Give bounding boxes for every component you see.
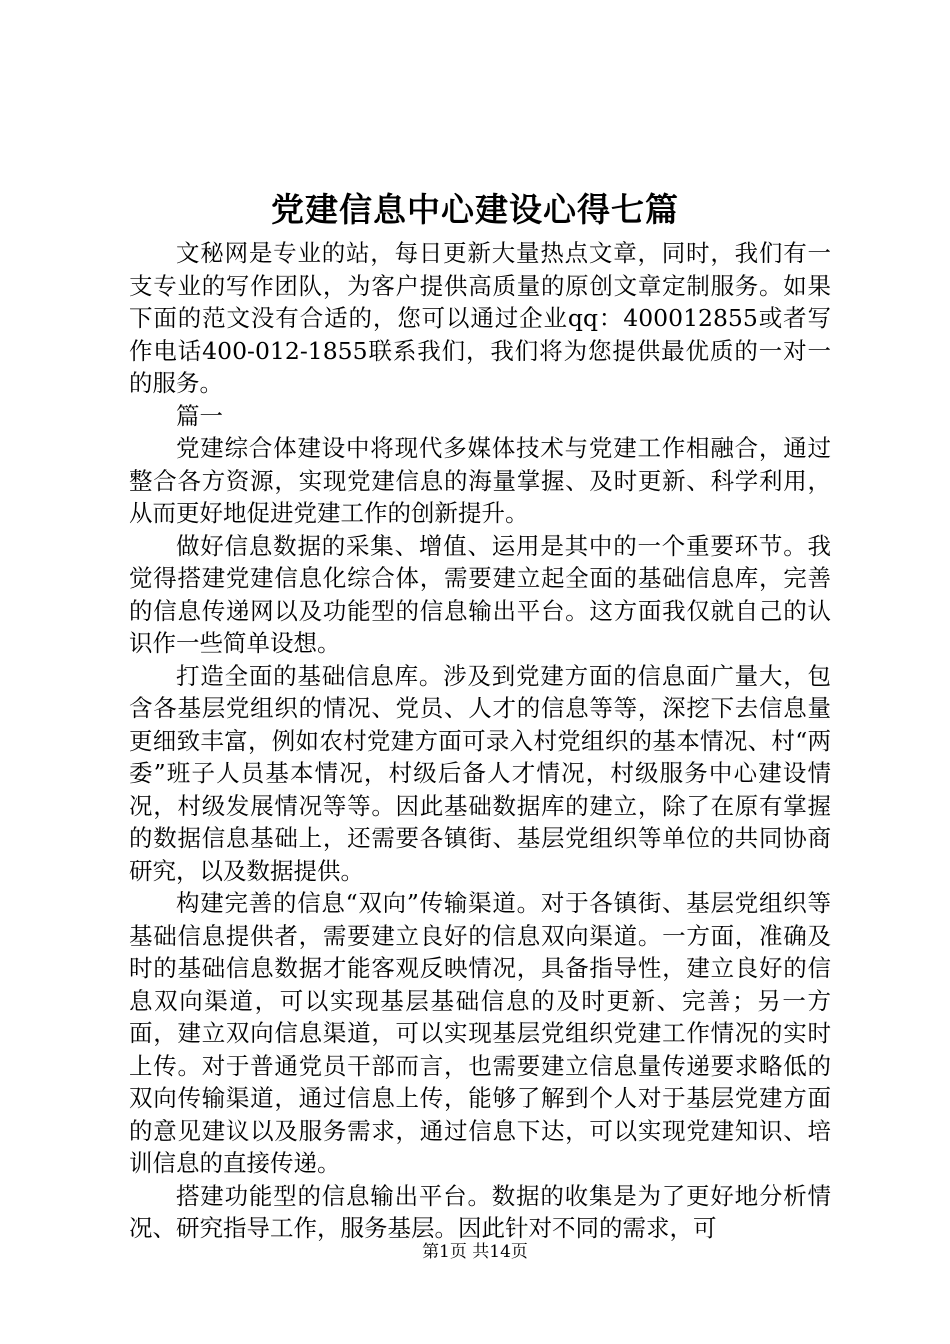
body-paragraph: 党建综合体建设中将现代多媒体技术与党建工作相融合，通过整合各方资源，实现党建信息的海量掌握、及时更新、科学利用，从而更好地促进党建工作的创新提升。 xyxy=(129,434,831,527)
body-paragraph: 做好信息数据的采集、增值、运用是其中的一个重要环节。我觉得搭建党建信息化综合体，需要建立起全面的基础信息库，完善的信息传递网以及功能型的信息输出平台。这方面我仅就自己的认识作一些简单设想。 xyxy=(129,531,831,657)
section-heading: 篇一 xyxy=(176,401,223,430)
body-paragraph: 搭建功能型的信息输出平台。数据的收集是为了更好地分析情况、研究指导工作，服务基层。因此针对不同的需求，可 xyxy=(129,1181,831,1242)
page-number-footer: 第1页 共14页 xyxy=(422,1242,528,1262)
document-body xyxy=(129,237,831,1245)
intro-paragraph: 文秘网是专业的站，每日更新大量热点文章，同时，我们有一支专业的写作团队，为客户提供高质量的原创文章定制服务。如果下面的范文没有合适的，您可以通过企业qq：400012855或者写作电话400-012-1855联系我们，我们将为您提供最优质的一对一的服务。 xyxy=(129,239,831,397)
document-title: 党建信息中心建设心得七篇 xyxy=(271,190,679,229)
body-paragraph: 构建完善的信息“双向”传输渠道。对于各镇街、基层党组织等基础信息提供者，需要建立良好的信息双向渠道。一方面，准确及时的基础信息数据才能客观反映情况，具备指导性，建立良好的信息双向渠道，可以实现基层基础信息的及时更新、完善；另一方面，建立双向信息渠道，可以实现基层党组织党建工作情况的实时上传。对于普通党员干部而言，也需要建立信息量传递要求略低的双向传输渠道，通过信息上传，能够了解到个人对于基层党建方面的意见建议以及服务需求，通过信息下达，可以实现党建知识、培训信息的直接传递。 xyxy=(129,889,831,1177)
body-paragraph: 打造全面的基础信息库。涉及到党建方面的信息面广量大，包含各基层党组织的情况、党员、人才的信息等等，深挖下去信息量更细致丰富，例如农村党建方面可录入村党组织的基本情况、村“两委”班子人员基本情况，村级后备人才情况，村级服务中心建设情况，村级发展情况等等。因此基础数据库的建立，除了在原有掌握的数据信息基础上，还需要各镇街、基层党组织等单位的共同协商研究，以及数据提供。 xyxy=(129,661,831,885)
